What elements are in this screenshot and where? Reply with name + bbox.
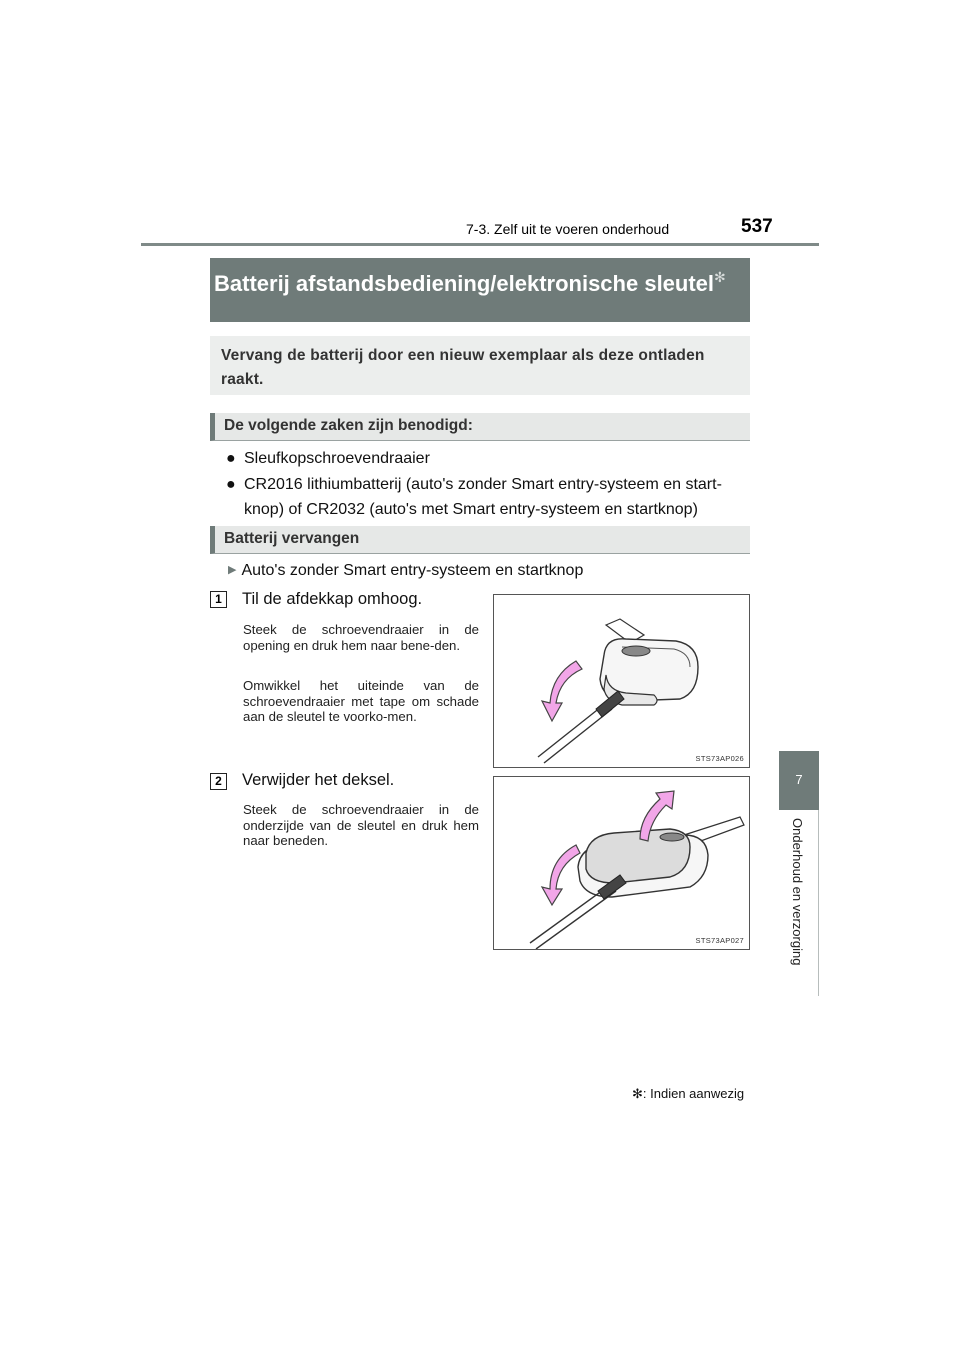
step-title: Til de afdekkap omhoog. <box>242 590 423 608</box>
triangle-arrow-icon: ▶ <box>228 564 237 576</box>
footnote <box>632 1086 744 1102</box>
step-number-box: 2 <box>210 773 227 790</box>
footnote-text: : Indien aanwezig <box>642 1086 745 1101</box>
key-fob-illustration <box>494 777 750 950</box>
figure-code: STS73AP027 <box>695 936 744 945</box>
variant-line <box>228 562 583 580</box>
intro-box: Vervang de batterij door een nieuw exemplaar als deze ontladen raakt. <box>210 336 750 395</box>
key-fob-illustration <box>494 595 750 768</box>
step-title: Verwijder het deksel. <box>242 771 395 789</box>
header-divider <box>141 243 819 246</box>
step-number-box: 1 <box>210 591 227 608</box>
step-description: Steek de schroevendraaier in de onderzijde van de sleutel en druk hem naar beneden. <box>243 802 479 848</box>
page-number: 537 <box>741 216 773 237</box>
section-header: 7-3. Zelf uit te voeren onderhoud <box>466 221 670 237</box>
bullet-icon: ● <box>226 476 236 493</box>
variant-text: Auto's zonder Smart entry-systeem en startknop <box>241 562 584 579</box>
required-item: CR2016 lithiumbatterij (auto's zonder Smart entry-systeem en start- <box>244 476 722 493</box>
chapter-tab-label: Onderhoud en verzorging <box>790 818 805 966</box>
step-description: Omwikkel het uiteinde van de schroevendraaier met tape om schade aan de sleutel te voorko-men. <box>243 678 479 724</box>
figure-code: STS73AP026 <box>695 754 744 763</box>
required-item-continued: knop) of CR2032 (auto's met Smart entry-systeem en startknop) <box>244 501 698 518</box>
step-description: Steek de schroevendraaier in de opening en druk hem naar bene-den. <box>243 622 479 653</box>
page-title-text: Batterij afstandsbediening/elektronische sleutel <box>214 271 715 296</box>
figure-lift-cover <box>493 594 750 768</box>
figure-remove-cover <box>493 776 750 950</box>
page-title <box>210 258 750 322</box>
asterisk-icon: ✻ <box>632 1086 643 1101</box>
chapter-tab-number: 7 <box>779 751 819 810</box>
replace-heading: Batterij vervangen <box>210 526 750 554</box>
required-heading: De volgende zaken zijn benodigd: <box>210 413 750 441</box>
chapter-tab-divider <box>818 810 819 996</box>
required-item: Sleufkopschroevendraaier <box>244 450 430 467</box>
bullet-icon: ● <box>226 450 236 467</box>
asterisk-icon: ✻ <box>714 269 726 285</box>
